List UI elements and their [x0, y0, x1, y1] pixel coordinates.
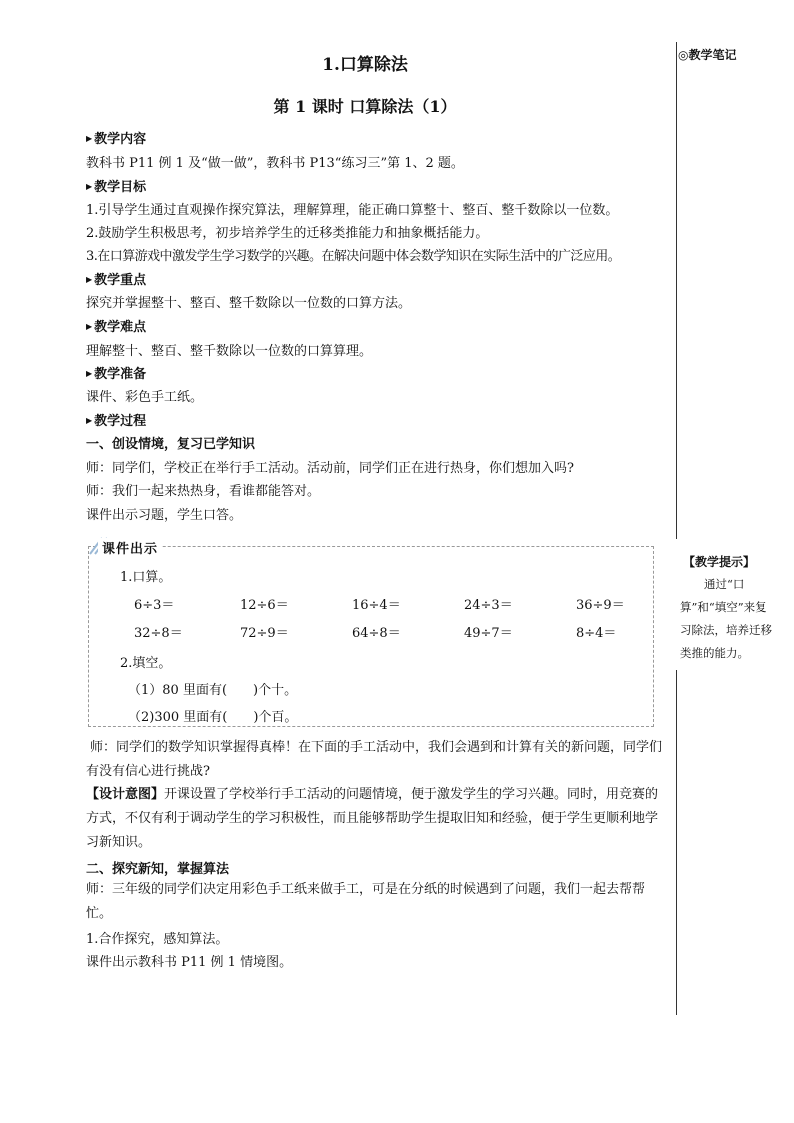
triangle-bullet-icon: ▶ [86, 415, 93, 425]
teaching-tip-title: 【教学提示】 [683, 555, 756, 569]
calc-r1-c4: 24÷3＝ [464, 598, 513, 613]
section-head-prep: ▶ 教学准备 [86, 367, 147, 382]
goal-3: 3.在口算游戏中激发学生学习数学的兴趣。在解决问题中体会数学知识在实际生活中的广泛应用。 [86, 249, 621, 264]
paragraph-design-intent: 【设计意图】开课设置了学校举行手工活动的问题情境，便于激发学生的学习兴趣。同时，用竞赛的方式，不仅有利于调动学生的学习积极性，而且能够帮助学生提取旧知和经验，便于学生更顺利地学习新知识。 [86, 787, 659, 850]
step-1-line-2: 师：我们一起来热热身，看谁都能答对。 [86, 484, 321, 499]
page-title: 1.口算除法 [322, 55, 408, 75]
calc-r1-c1: 6÷3＝ [134, 598, 175, 613]
step-1-line-1: 师：同学们，学校正在举行手工活动。活动前，同学们正在进行热身，你们想加入吗? [86, 461, 574, 476]
calc-r1-c2: 12÷6＝ [240, 598, 289, 613]
calc-r2-c2: 72÷9＝ [240, 626, 289, 641]
question-1-label: 1.口算。 [120, 570, 172, 585]
step-2-heading: 二、探究新知，掌握算法 [86, 862, 230, 877]
calc-r1-c3: 16÷4＝ [352, 598, 401, 613]
teaching-notes-label: ◎教学笔记 [678, 48, 737, 62]
content-text: 教科书 P11 例 1 及“做一做”，教科书 P13“练习三”第 1、2 题。 [86, 156, 464, 171]
goal-2: 2.鼓励学生积极思考，初步培养学生的迁移类推能力和抽象概括能力。 [86, 226, 489, 241]
section-head-content: ▶ 教学内容 [86, 132, 147, 147]
triangle-bullet-icon: ▶ [86, 368, 93, 378]
goal-1: 1.引导学生通过直观操作探究算法，理解算理，能正确口算整十、整百、整千数除以一位数。 [86, 203, 619, 218]
triangle-bullet-icon: ▶ [86, 321, 93, 331]
courseware-tag: 课件出示 [98, 538, 162, 557]
step-1-line-3: 课件出示习题，学生口答。 [86, 508, 243, 523]
calc-r2-c1: 32÷8＝ [134, 626, 183, 641]
calc-r2-c3: 64÷8＝ [352, 626, 401, 641]
margin-divider-bottom [676, 670, 677, 1015]
paragraph-scene: 课件出示教科书 P11 例 1 情境图。 [86, 955, 293, 970]
section-head-process: ▶ 教学过程 [86, 414, 147, 429]
calc-r2-c4: 49÷7＝ [464, 626, 513, 641]
calc-r2-c5: 8÷4＝ [576, 626, 617, 641]
calc-r1-c5: 36÷9＝ [576, 598, 625, 613]
triangle-bullet-icon: ▶ [86, 133, 93, 143]
triangle-bullet-icon: ▶ [86, 181, 93, 191]
key-text: 探究并掌握整十、整百、整千数除以一位数的口算方法。 [86, 296, 412, 311]
lesson-subtitle: 第 1 课时 口算除法（1） [273, 97, 457, 116]
paragraph-teacher-praise: 师：同学们的数学知识掌握得真棒！在下面的手工活动中，我们会遇到和计算有关的新问题，同学们有没有信心进行挑战? [86, 740, 663, 779]
prep-text: 课件、彩色手工纸。 [86, 390, 204, 405]
difficulty-text: 理解整十、整百、整千数除以一位数的口算算理。 [86, 344, 373, 359]
question-2-label: 2.填空。 [120, 656, 172, 671]
paragraph-explore: 1.合作探究，感知算法。 [86, 932, 229, 947]
teaching-tip-body: 通过“口算”和“填空”来复习除法，培养迁移类推的能力。 [680, 577, 772, 660]
section-head-difficulty: ▶ 教学难点 [86, 320, 147, 335]
section-head-key: ▶ 教学重点 [86, 273, 147, 288]
fill-blank-2: （2)300 里面有( )个百。 [128, 710, 298, 725]
paragraph-step-2: 师：三年级的同学们决定用彩色手工纸来做手工，可是在分纸的时候遇到了问题，我们一起去帮帮忙。 [86, 882, 646, 921]
design-intent-label: 【设计意图】 [86, 787, 165, 802]
step-1-heading: 一、创设情境，复习已学知识 [86, 437, 256, 452]
section-head-goal: ▶ 教学目标 [86, 180, 147, 195]
triangle-bullet-icon: ▶ [86, 274, 93, 284]
fill-blank-1: （1）80 里面有( )个十。 [128, 683, 298, 698]
